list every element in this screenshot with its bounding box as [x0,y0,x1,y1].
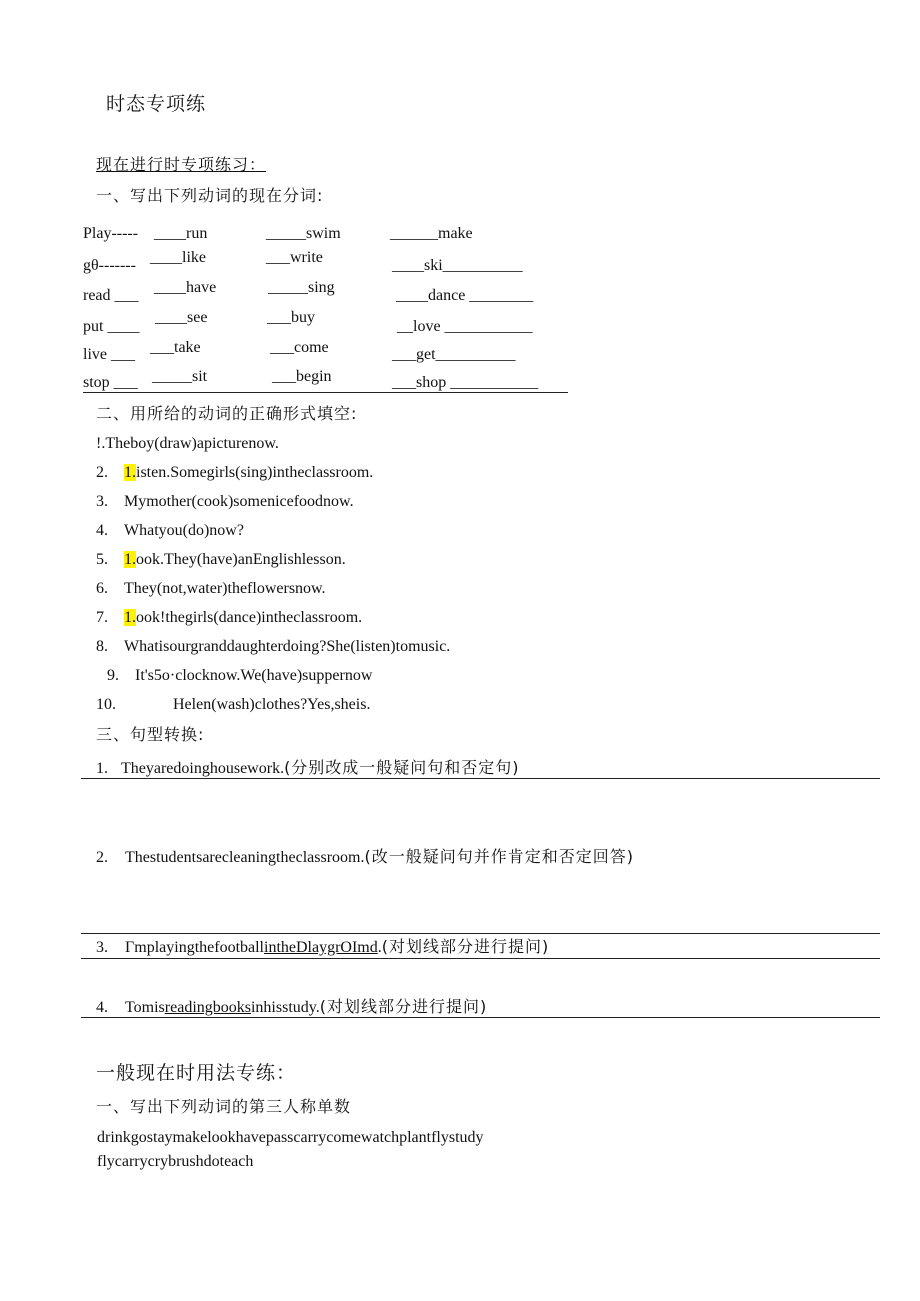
verb-cell: ____see [155,309,208,326]
transform-item-2 [96,847,634,868]
exercise-item-4 [96,521,244,541]
exercise-item-2 [96,463,373,483]
verb-cell: ____run [154,225,208,242]
exercise-item-8 [96,637,450,657]
transform-item-1 [96,758,520,779]
item-number: 4. [96,999,108,1016]
item-instruction: (改一般疑问句并作肯定和否定回答) [364,847,634,866]
item-instruction: (对划线部分进行提问) [381,937,550,956]
item-text: Theboy(draw)apicturenow. [105,435,279,452]
verb-cell: ___take [150,339,201,356]
item-number: 4. [96,522,108,539]
item-text: Mymother(cook)somenicefoodnow. [124,493,354,510]
verb-cell: gθ------- [83,257,136,274]
verb-cell: _____sing [268,279,335,296]
transform-item-4 [96,997,487,1018]
exercise-item-9 [107,666,372,686]
verb-list-line-2: flycarrycrybrushdoteach [97,1153,254,1170]
transform-item-3 [96,937,549,958]
item-number: 7. [96,609,108,626]
answer-line [81,778,880,779]
verb-cell: put ____ [83,318,140,335]
verb-cell: ___write [266,249,323,266]
item-text: They(not,water)theflowersnow. [124,580,326,597]
exercise-item-10 [96,695,370,715]
part1-title: 一、写出下列动词的现在分词: [96,186,324,205]
verb-cell: ______make [390,225,473,242]
item-number: 3. [96,493,108,510]
item-text: isten.Somegirls(sing)intheclassroom. [136,464,374,481]
highlight-mark: 1. [124,464,136,481]
verb-cell: ____like [150,249,206,266]
item-number: 6. [96,580,108,597]
verb-cell: ____ski__________ [392,257,523,274]
item-number: 2. [96,464,108,481]
exercise-item-5 [96,550,346,570]
item-number: !. [96,435,106,452]
part3-title: 三、句型转换: [96,725,205,744]
item-text: Whatyou(do)now? [124,522,244,539]
item-instruction: (分别改成一般疑问句和否定句) [284,758,520,777]
verb-list-line-1: drinkgostaymakelookhavepasscarrycomewatchplantflystudy [97,1129,484,1146]
item-text-end: . [377,939,382,956]
part2-title: 二、用所给的动词的正确形式填空: [96,404,358,423]
verb-cell: ___begin [272,368,332,385]
item-number: 8. [96,638,108,655]
verb-cell: ___come [270,339,329,356]
exercise-item-7 [96,608,362,628]
verb-cell: Play----- [83,225,139,242]
item-text: Tomis [125,999,165,1016]
verb-cell: ____have [154,279,217,296]
page-title: 时态专项练 [106,93,207,115]
item-text: Theyaredoinghousework. [121,760,285,777]
sp-part1-title: 一、写出下列动词的第三人称单数 [96,1097,352,1116]
verb-cell: ___get__________ [392,346,516,363]
exercise-item-6 [96,579,326,599]
item-text: Thestudentsarecleaningtheclassroom. [125,849,365,866]
section-heading-simple-present: 一般现在时用法专练： [96,1062,297,1084]
item-number: 1. [96,760,108,777]
exercise-item-3 [96,492,354,512]
item-text: Γmplayingthefootball [125,939,264,956]
item-text: ook.They(have)anEnglishlesson. [136,551,346,568]
answer-line [81,933,880,934]
item-number: 2. [96,849,108,866]
item-text-end: inhisstudy. [250,999,320,1016]
item-number: 9. [107,667,119,684]
item-instruction: (对划线部分进行提问) [319,997,488,1016]
item-number: 10. [96,696,116,713]
item-text: ook!thegirls(dance)intheclassroom. [136,609,363,626]
section-heading-present-continuous: 现在进行时专项练习： [96,155,267,174]
table-rule [83,392,568,393]
underlined-phrase: readingbooks [164,999,251,1016]
item-number: 3. [96,939,108,956]
highlight-mark: 1. [124,609,136,626]
underlined-phrase: intheDlaygrOImd [264,939,378,956]
exercise-item-1 [96,434,279,454]
verb-cell: __love ___________ [397,318,533,335]
verb-cell: _____sit [152,368,208,385]
verb-cell: live ___ [83,346,135,363]
item-text: It's5o·clocknow.We(have)suppernow [135,667,373,684]
item-text: Helen(wash)clothes?Yes,sheis. [173,696,371,713]
verb-cell: ___buy [267,309,315,326]
highlight-mark: 1. [124,551,136,568]
item-text: Whatisourgranddaughterdoing?She(listen)tomusic. [124,638,451,655]
answer-line [81,1017,880,1018]
item-number: 5. [96,551,108,568]
verb-cell: _____swim [266,225,341,242]
verb-cell: ____dance ________ [396,287,534,304]
verb-cell: ___shop ___________ [392,374,539,391]
verb-cell: read ___ [83,287,139,304]
verb-cell: stop ___ [83,374,138,391]
answer-line [81,958,880,959]
